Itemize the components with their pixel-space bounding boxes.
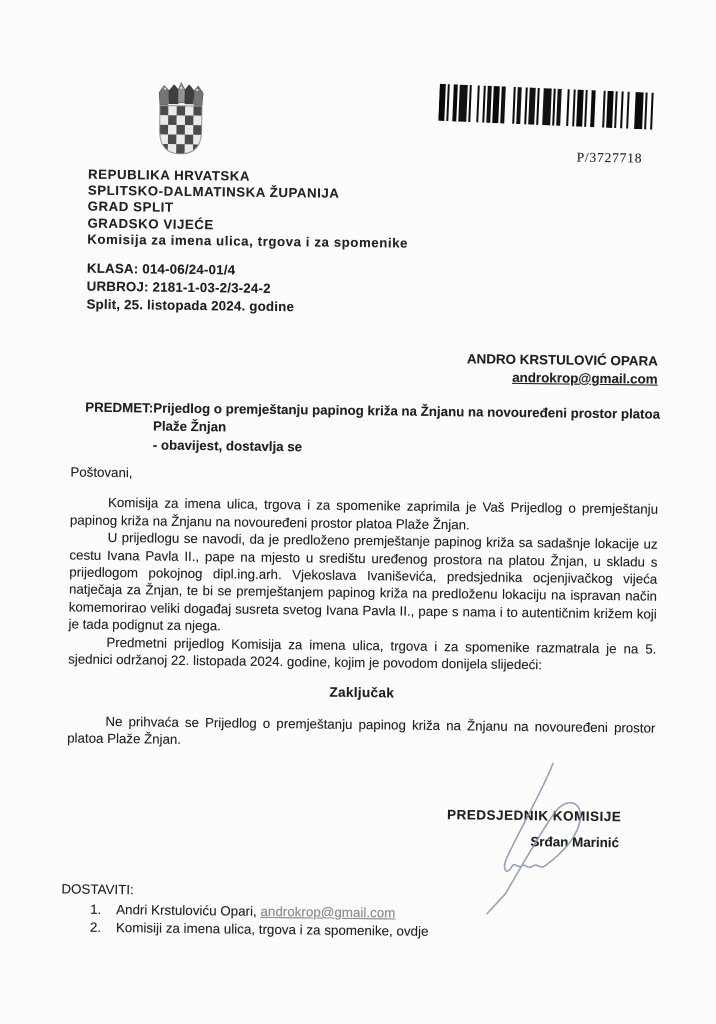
paragraph-2: U prijedlogu se navodi, da je predloženo premještanje papinog križa sa sadašnje lokacije uz cestu Ivana Pavla II., pape na mjesto u središtu uređenog prostora na platou Žnjan, u skladu s prijedlogom pokojnog dipl.ing.arh. Vjekoslava Ivaniševića, predsjednika ocjenjivačkog vijeća natječaja za Žnjan, te bi se premještanjem papinog križa na predloženu lokaciju na ispravan način komemorirao veliki događaj susreta svetog Ivana Pavla II., pape s nama i to autentičnim križem koji je tada podignut za njega. bbox=[68, 530, 658, 634]
case-info bbox=[86, 260, 294, 317]
letterhead bbox=[87, 167, 409, 252]
signature-block bbox=[447, 807, 622, 850]
letterhead-line-commission: Komisija za imena ulica, trgova i za spomenike bbox=[87, 231, 409, 251]
paragraph-3: Predmetni prijedlog Komisija za imena ulica, trgova i za spomenike razmatrala je na 5. sjednici održanoj 22. listopada 2024. godine, kojim je povodom donijela slijedeći: bbox=[68, 634, 657, 673]
item-number: 2. bbox=[89, 919, 102, 935]
subject-note: - obavijest, dostavlja se bbox=[152, 437, 303, 455]
subject-label: PREDMET: bbox=[85, 399, 154, 416]
letterhead-line-council: GRADSKO VIJEĆE bbox=[87, 215, 214, 232]
distribution-email-link[interactable]: androkrop@gmail.com bbox=[260, 903, 396, 921]
letterhead-line-county: SPLITSKO-DALMATINSKA ŽUPANIJA bbox=[87, 182, 340, 201]
recipient-email-link[interactable]: androkrop@gmail.com bbox=[512, 369, 658, 387]
recipient-name: ANDRO KRSTULOVIĆ OPARA bbox=[466, 351, 658, 369]
paragraph-1: Komisija za imena ulica, trgova i za spomenike zaprimila je Vaš Prijedlog o premještanju papinog križa na Žnjanu na novouređeni prostor platoa Plaže Žnjan. bbox=[69, 495, 659, 533]
paragraph-4: Ne prihvaća se Prijedlog o premještanju papinog križa na Žnjanu na novouređeni prostor platoa Plaže Žnjan. bbox=[67, 713, 656, 748]
protocol-number: P/3727718 bbox=[576, 149, 643, 166]
letterhead-line-city: GRAD SPLIT bbox=[87, 199, 174, 216]
klasa-line: KLASA: 014-06/24-01/4 bbox=[86, 260, 236, 278]
conclusion-heading: Zaključak bbox=[329, 685, 395, 701]
distribution-label: DOSTAVITI: bbox=[61, 881, 134, 898]
subject-block bbox=[85, 399, 676, 461]
distribution-item bbox=[61, 918, 429, 940]
distribution-item-text: Andri Krstuloviću Opari, bbox=[116, 901, 261, 919]
signer-title: PREDSJEDNIK KOMISIJE bbox=[446, 807, 622, 825]
urbroj-line: URBROJ: 2181-1-03-2/3-24-2 bbox=[86, 278, 271, 297]
subject-title: Prijedlog o premještanju papinog križa na Žnjanu na novouređeni prostor platoa Plaže Žnjan bbox=[152, 400, 661, 435]
item-number: 1. bbox=[90, 901, 102, 917]
signer-name: Srđan Marinić bbox=[530, 834, 620, 851]
recipient-block bbox=[467, 350, 658, 388]
distribution-list bbox=[61, 880, 429, 940]
letterhead-line-republic: REPUBLIKA HRVATSKA bbox=[88, 166, 251, 184]
distribution-item-text: Komisiji za imena ulica, trgova i za spomenike, ovdje bbox=[115, 919, 429, 939]
letter-body bbox=[67, 463, 658, 754]
barcode bbox=[438, 84, 654, 130]
place-date-line: Split, 25. listopada 2024. godine bbox=[86, 297, 295, 315]
salutation: Poštovani, bbox=[70, 464, 133, 481]
croatian-coat-of-arms-icon bbox=[151, 81, 210, 158]
